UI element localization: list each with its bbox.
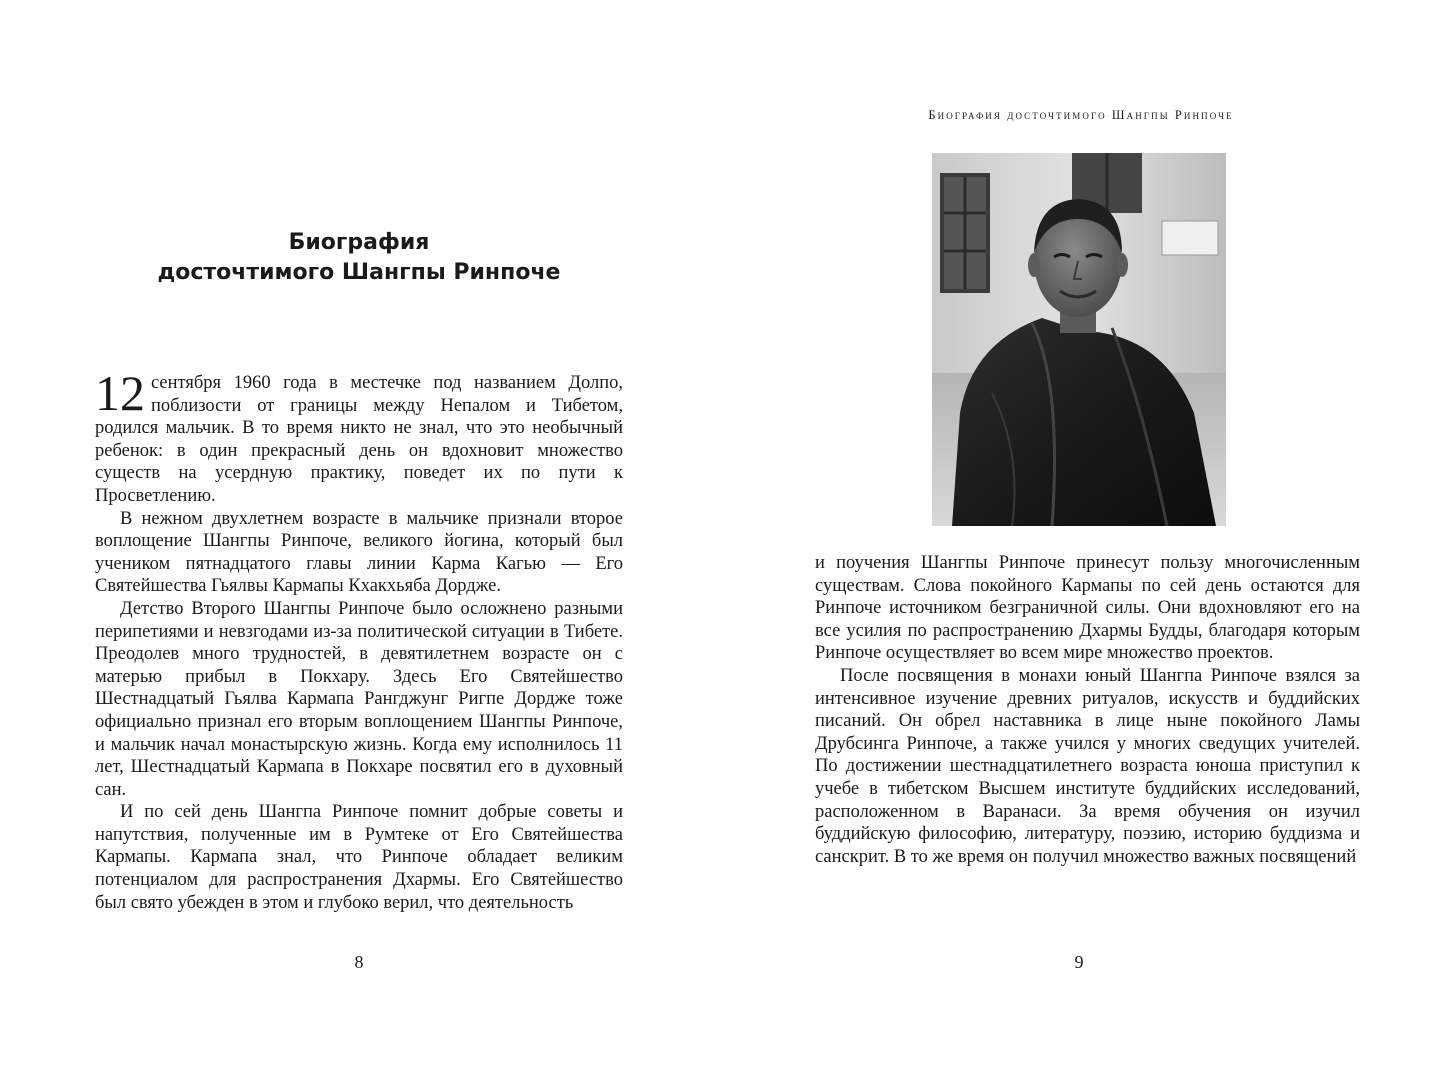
left-body-text (95, 365, 623, 914)
page-number-right: 9 (1074, 952, 1084, 972)
paragraph-text: сентября 1960 года в местечке под названием Долпо, поблизости от границы между Непалом и Тибетом, родился мальчик. В то время никто не знал, что это необычный ребенок: в один прекрасный день он вдохновит множество существ на усердную практику, поведет их по пути к Просветлению. (95, 373, 623, 506)
running-head: Биография досточтимого Шангпы Ринпоче (928, 108, 1234, 122)
right-body-text (815, 552, 1360, 868)
page-number-left: 8 (354, 952, 364, 972)
body-paragraph-2: В нежном двухлетнем возрасте в мальчике признали второе воплощение Шангпы Ринпоче, великого йогина, который был учеником пятнадцатого главы линии Карма Кагью — Его Святейшества Гьялвы Кармапы Кхакхьяба Дордже. (95, 508, 623, 597)
body-paragraph-1 (95, 365, 623, 508)
body-paragraph-continued: и поучения Шангпы Ринпоче принесут пользу многочисленным существам. Слова покойного Кармапы по сей день остаются для Ринпоче источником безграничной силы. Они вдохновляют его на все усилия по распространению Дхармы Будды, благодаря которым Ринпоче осуществляет во всем мире множество проектов. (815, 553, 1360, 664)
right-page (720, 0, 1440, 1080)
chapter-title-line-1: Биография (288, 230, 430, 255)
body-paragraph-3: Детство Второго Шангпы Ринпоче было осложнено разными перипетиями и невзгодами из-за политической ситуации в Тибете. Преодолев много трудностей, в девятилетнем возрасте он с матерью прибыл в Покхару. Здесь Его Святейшество Шестнадцатый Гьялва Кармапа Рангджунг Ригпе Дордже тоже официально признал его вторым воплощением Шангпы Ринпоче, и мальчик начал монастырскую жизнь. Когда ему исполнилось 11 лет, Шестнадцатый Кармапа в Покхаре посвятил его в духовный сан. (95, 598, 623, 800)
body-paragraph-4: И по сей день Шангпа Ринпоче помнит добрые советы и напутствия, полученные им в Румтеке от Его Святейшества Кармапы. Кармапа знал, что Ринпоче обладает великим потенциалом для распространения Дхармы. Его Святейшество был свято убежден в этом и глубоко верил, что деятельность (95, 802, 623, 913)
chapter-title (95, 228, 623, 288)
portrait-photo (932, 153, 1226, 526)
body-paragraph-5: После посвящения в монахи юный Шангпа Ринпоче взялся за интенсивное изучение древних ритуалов, искусств и буддийских писаний. Он обрел наставника в лице ныне покойного Ламы Друбсинга Ринпоче, а также учился у многих сведущих учителей. По достижении шестнадцатилетнего возраста юноша приступил к учебе в тибетском Высшем институте буддийских исследований, расположенном в Варанаси. За время обучения он изучил буддийскую философию, литературу, поэзию, историю буддизма и санскрит. В то же время он получил множество важных посвящений (815, 665, 1360, 867)
chapter-title-line-2: досточтимого Шангпы Ринпоче (157, 260, 561, 285)
drop-cap: 12 (95, 365, 145, 421)
